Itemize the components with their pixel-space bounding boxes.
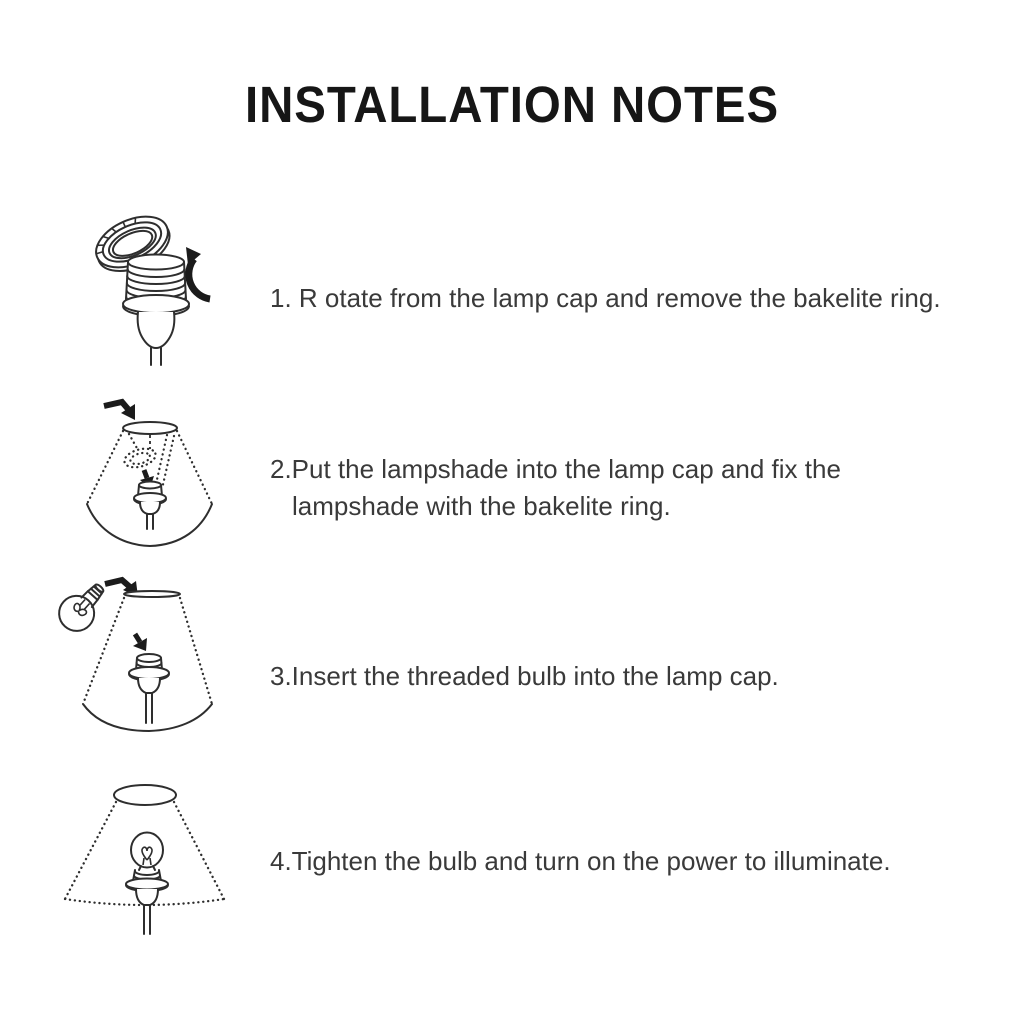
step1-text: 1. R otate from the lamp cap and remove the bakelite ring. — [270, 283, 941, 313]
step3-illustration-bulb-into-cap — [48, 573, 238, 738]
bakelite-ring-dotted — [122, 445, 157, 470]
step4-text: 4.Tighten the bulb and turn on the power to illuminate. — [270, 846, 891, 876]
lamp-cap-drawing — [80, 202, 240, 367]
socket-body — [138, 312, 175, 365]
down-arrow-icon — [133, 634, 147, 651]
step2-text: 2.Put the lampshade into the lamp cap and fix the lampshade with the bakelite ring. — [270, 454, 841, 521]
insert-arrow-icon — [104, 402, 135, 420]
step3-text: 3.Insert the threaded bulb into the lamp cap. — [270, 661, 779, 691]
light-bulb — [131, 833, 163, 868]
step1-illustration-lamp-cap-ring-removal — [80, 202, 240, 367]
lamp-cap — [126, 866, 168, 934]
lamp-cap-threaded — [129, 654, 169, 723]
bulb-insertion-drawing — [48, 573, 238, 738]
step4-illustration-assembled-lamp — [50, 770, 240, 940]
lampshade-drawing — [70, 392, 230, 552]
assembled-lamp-drawing — [50, 770, 240, 940]
lamp-cap-small — [134, 482, 166, 530]
page-title: INSTALLATION NOTES — [244, 76, 780, 133]
rotation-arrow-icon — [186, 247, 210, 299]
step2-illustration-lampshade-into-cap — [70, 392, 230, 552]
light-bulb — [52, 575, 114, 638]
